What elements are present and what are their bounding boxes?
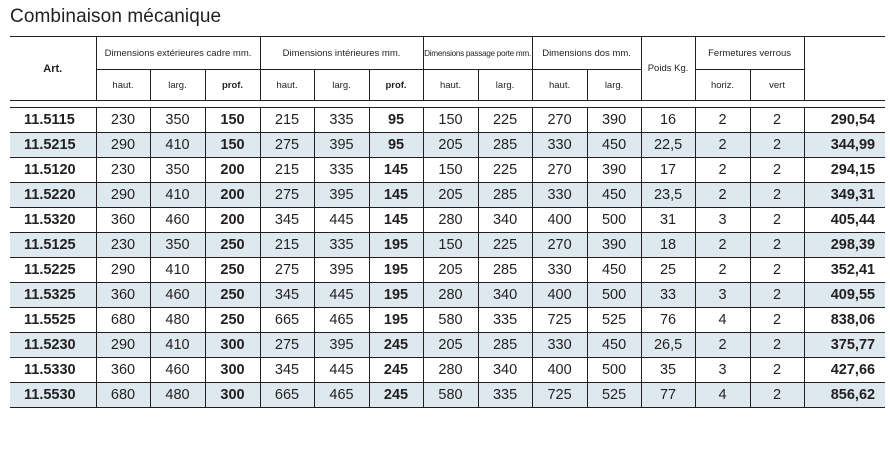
cell-ext-prof: 300 xyxy=(205,383,260,408)
cell-ext-larg: 350 xyxy=(150,158,205,183)
header-group-fermetures: Fermetures verrous xyxy=(695,37,804,70)
cell-fermetures-vert: 2 xyxy=(750,158,804,183)
cell-art: 11.5330 xyxy=(10,358,96,383)
cell-ext-prof: 250 xyxy=(205,258,260,283)
cell-poids: 76 xyxy=(641,308,695,333)
cell-fermetures-horiz: 4 xyxy=(695,308,750,333)
cell-poids: 16 xyxy=(641,108,695,133)
header-fermetures-vert: vert xyxy=(750,70,804,101)
cell-fermetures-vert: 2 xyxy=(750,308,804,333)
header-ext-prof: prof. xyxy=(205,70,260,101)
cell-int-larg: 395 xyxy=(314,258,369,283)
cell-ext-haut: 360 xyxy=(96,283,150,308)
cell-art: 11.5530 xyxy=(10,383,96,408)
table-row xyxy=(10,258,885,283)
cell-dos-haut: 270 xyxy=(532,158,587,183)
cell-price: 375,77 xyxy=(804,333,885,358)
cell-int-prof: 145 xyxy=(369,208,423,233)
table-row xyxy=(10,333,885,358)
cell-int-haut: 215 xyxy=(260,158,314,183)
cell-price: 352,41 xyxy=(804,258,885,283)
cell-ext-prof: 200 xyxy=(205,208,260,233)
cell-dos-larg: 500 xyxy=(587,358,641,383)
cell-dos-larg: 390 xyxy=(587,158,641,183)
cell-dos-larg: 450 xyxy=(587,333,641,358)
table-row xyxy=(10,108,885,133)
cell-ext-larg: 460 xyxy=(150,358,205,383)
cell-dos-larg: 390 xyxy=(587,108,641,133)
cell-dos-haut: 270 xyxy=(532,233,587,258)
cell-passage-larg: 335 xyxy=(478,308,532,333)
cell-passage-haut: 150 xyxy=(423,108,478,133)
cell-dos-larg: 525 xyxy=(587,308,641,333)
header-poids: Poids Kg. xyxy=(641,37,695,101)
cell-poids: 23,5 xyxy=(641,183,695,208)
cell-poids: 22,5 xyxy=(641,133,695,158)
cell-int-haut: 275 xyxy=(260,333,314,358)
cell-int-haut: 275 xyxy=(260,183,314,208)
header-dos-haut: haut. xyxy=(532,70,587,101)
header-art: Art. xyxy=(10,37,96,101)
header-spacer xyxy=(10,101,885,108)
cell-ext-larg: 480 xyxy=(150,308,205,333)
header-int-haut: haut. xyxy=(260,70,314,101)
cell-int-prof: 245 xyxy=(369,333,423,358)
cell-passage-haut: 205 xyxy=(423,183,478,208)
cell-ext-prof: 300 xyxy=(205,333,260,358)
header-int-larg: larg. xyxy=(314,70,369,101)
cell-dos-larg: 525 xyxy=(587,383,641,408)
cell-ext-prof: 200 xyxy=(205,158,260,183)
cell-passage-larg: 335 xyxy=(478,383,532,408)
cell-price: 409,55 xyxy=(804,283,885,308)
cell-ext-prof: 200 xyxy=(205,183,260,208)
cell-poids: 26,5 xyxy=(641,333,695,358)
cell-ext-larg: 410 xyxy=(150,133,205,158)
cell-int-larg: 395 xyxy=(314,183,369,208)
cell-fermetures-horiz: 2 xyxy=(695,333,750,358)
cell-fermetures-horiz: 3 xyxy=(695,208,750,233)
cell-price: 856,62 xyxy=(804,383,885,408)
cell-int-prof: 195 xyxy=(369,258,423,283)
cell-fermetures-horiz: 2 xyxy=(695,133,750,158)
cell-fermetures-vert: 2 xyxy=(750,233,804,258)
cell-passage-haut: 580 xyxy=(423,308,478,333)
cell-art: 11.5125 xyxy=(10,233,96,258)
cell-int-larg: 465 xyxy=(314,308,369,333)
cell-passage-haut: 280 xyxy=(423,358,478,383)
cell-passage-haut: 205 xyxy=(423,258,478,283)
cell-dos-larg: 500 xyxy=(587,283,641,308)
header-group-dos: Dimensions dos mm. xyxy=(532,37,641,70)
cell-price: 344,99 xyxy=(804,133,885,158)
cell-fermetures-horiz: 2 xyxy=(695,233,750,258)
cell-passage-larg: 285 xyxy=(478,333,532,358)
cell-art: 11.5215 xyxy=(10,133,96,158)
cell-poids: 17 xyxy=(641,158,695,183)
cell-art: 11.5320 xyxy=(10,208,96,233)
cell-fermetures-horiz: 4 xyxy=(695,383,750,408)
cell-int-prof: 95 xyxy=(369,133,423,158)
cell-int-prof: 195 xyxy=(369,283,423,308)
cell-passage-larg: 225 xyxy=(478,158,532,183)
table-row xyxy=(10,358,885,383)
cell-art: 11.5220 xyxy=(10,183,96,208)
cell-price: 349,31 xyxy=(804,183,885,208)
product-table xyxy=(10,36,885,408)
cell-passage-larg: 340 xyxy=(478,208,532,233)
cell-fermetures-horiz: 3 xyxy=(695,283,750,308)
cell-dos-haut: 400 xyxy=(532,208,587,233)
header-ext-haut: haut. xyxy=(96,70,150,101)
cell-int-larg: 335 xyxy=(314,108,369,133)
cell-fermetures-vert: 2 xyxy=(750,133,804,158)
cell-art: 11.5120 xyxy=(10,158,96,183)
cell-passage-larg: 285 xyxy=(478,258,532,283)
cell-dos-larg: 500 xyxy=(587,208,641,233)
cell-dos-haut: 400 xyxy=(532,283,587,308)
cell-ext-prof: 250 xyxy=(205,308,260,333)
table-row xyxy=(10,208,885,233)
cell-int-prof: 145 xyxy=(369,158,423,183)
cell-passage-haut: 280 xyxy=(423,208,478,233)
cell-int-larg: 335 xyxy=(314,158,369,183)
cell-poids: 33 xyxy=(641,283,695,308)
cell-passage-larg: 225 xyxy=(478,233,532,258)
cell-poids: 25 xyxy=(641,258,695,283)
cell-int-haut: 215 xyxy=(260,108,314,133)
header-group-passage: Dimensions passage porte mm. xyxy=(423,37,532,70)
cell-fermetures-horiz: 2 xyxy=(695,108,750,133)
cell-fermetures-vert: 2 xyxy=(750,208,804,233)
cell-price: 290,54 xyxy=(804,108,885,133)
cell-dos-haut: 330 xyxy=(532,333,587,358)
table-row xyxy=(10,158,885,183)
cell-passage-larg: 340 xyxy=(478,283,532,308)
cell-int-haut: 345 xyxy=(260,358,314,383)
cell-dos-larg: 390 xyxy=(587,233,641,258)
cell-ext-larg: 350 xyxy=(150,233,205,258)
header-group-ext: Dimensions extérieures cadre mm. xyxy=(96,37,260,70)
cell-price: 838,06 xyxy=(804,308,885,333)
header-ext-larg: larg. xyxy=(150,70,205,101)
cell-fermetures-vert: 2 xyxy=(750,258,804,283)
cell-art: 11.5325 xyxy=(10,283,96,308)
cell-fermetures-vert: 2 xyxy=(750,383,804,408)
cell-ext-haut: 360 xyxy=(96,358,150,383)
cell-int-haut: 665 xyxy=(260,383,314,408)
cell-fermetures-vert: 2 xyxy=(750,333,804,358)
cell-int-haut: 345 xyxy=(260,208,314,233)
cell-ext-prof: 250 xyxy=(205,283,260,308)
cell-passage-haut: 205 xyxy=(423,333,478,358)
header-dos-larg: larg. xyxy=(587,70,641,101)
cell-fermetures-vert: 2 xyxy=(750,183,804,208)
cell-int-haut: 665 xyxy=(260,308,314,333)
table-row xyxy=(10,233,885,258)
cell-dos-larg: 450 xyxy=(587,133,641,158)
cell-int-haut: 215 xyxy=(260,233,314,258)
cell-dos-haut: 725 xyxy=(532,383,587,408)
cell-ext-haut: 230 xyxy=(96,158,150,183)
cell-fermetures-horiz: 2 xyxy=(695,258,750,283)
cell-passage-larg: 225 xyxy=(478,108,532,133)
cell-poids: 18 xyxy=(641,233,695,258)
cell-int-prof: 195 xyxy=(369,308,423,333)
cell-passage-haut: 580 xyxy=(423,383,478,408)
cell-ext-prof: 250 xyxy=(205,233,260,258)
cell-fermetures-horiz: 3 xyxy=(695,358,750,383)
cell-ext-larg: 480 xyxy=(150,383,205,408)
cell-ext-larg: 410 xyxy=(150,183,205,208)
cell-ext-haut: 680 xyxy=(96,308,150,333)
cell-int-larg: 465 xyxy=(314,383,369,408)
cell-ext-haut: 230 xyxy=(96,233,150,258)
cell-fermetures-vert: 2 xyxy=(750,108,804,133)
table-row xyxy=(10,133,885,158)
cell-int-prof: 245 xyxy=(369,383,423,408)
cell-dos-haut: 330 xyxy=(532,258,587,283)
cell-int-larg: 445 xyxy=(314,208,369,233)
header-price xyxy=(804,37,885,101)
cell-ext-prof: 300 xyxy=(205,358,260,383)
cell-passage-haut: 280 xyxy=(423,283,478,308)
cell-poids: 35 xyxy=(641,358,695,383)
cell-dos-larg: 450 xyxy=(587,258,641,283)
cell-passage-haut: 205 xyxy=(423,133,478,158)
cell-passage-larg: 340 xyxy=(478,358,532,383)
cell-dos-haut: 330 xyxy=(532,183,587,208)
header-group-int: Dimensions intérieures mm. xyxy=(260,37,423,70)
cell-ext-larg: 410 xyxy=(150,258,205,283)
cell-dos-haut: 330 xyxy=(532,133,587,158)
cell-ext-larg: 460 xyxy=(150,283,205,308)
cell-int-prof: 95 xyxy=(369,108,423,133)
cell-fermetures-horiz: 2 xyxy=(695,183,750,208)
cell-int-larg: 395 xyxy=(314,133,369,158)
cell-int-haut: 275 xyxy=(260,258,314,283)
cell-passage-haut: 150 xyxy=(423,158,478,183)
cell-ext-haut: 360 xyxy=(96,208,150,233)
cell-art: 11.5225 xyxy=(10,258,96,283)
table-row xyxy=(10,308,885,333)
cell-fermetures-vert: 2 xyxy=(750,283,804,308)
cell-ext-larg: 460 xyxy=(150,208,205,233)
cell-ext-larg: 350 xyxy=(150,108,205,133)
cell-int-larg: 445 xyxy=(314,358,369,383)
cell-ext-haut: 290 xyxy=(96,258,150,283)
cell-int-larg: 395 xyxy=(314,333,369,358)
cell-ext-haut: 290 xyxy=(96,133,150,158)
cell-int-prof: 195 xyxy=(369,233,423,258)
cell-int-prof: 145 xyxy=(369,183,423,208)
table-row xyxy=(10,283,885,308)
header-fermetures-horiz: horiz. xyxy=(695,70,750,101)
cell-fermetures-vert: 2 xyxy=(750,358,804,383)
cell-int-haut: 275 xyxy=(260,133,314,158)
table-row xyxy=(10,383,885,408)
cell-ext-haut: 230 xyxy=(96,108,150,133)
cell-fermetures-horiz: 2 xyxy=(695,158,750,183)
cell-dos-haut: 270 xyxy=(532,108,587,133)
header-passage-haut: haut. xyxy=(423,70,478,101)
cell-dos-larg: 450 xyxy=(587,183,641,208)
header-int-prof: prof. xyxy=(369,70,423,101)
cell-art: 11.5525 xyxy=(10,308,96,333)
page-title: Combinaison mécanique xyxy=(10,6,222,27)
cell-ext-haut: 290 xyxy=(96,333,150,358)
cell-poids: 77 xyxy=(641,383,695,408)
table-row xyxy=(10,183,885,208)
cell-passage-haut: 150 xyxy=(423,233,478,258)
cell-price: 298,39 xyxy=(804,233,885,258)
cell-ext-prof: 150 xyxy=(205,133,260,158)
header-passage-larg: larg. xyxy=(478,70,532,101)
cell-int-larg: 445 xyxy=(314,283,369,308)
cell-passage-larg: 285 xyxy=(478,133,532,158)
cell-dos-haut: 725 xyxy=(532,308,587,333)
cell-poids: 31 xyxy=(641,208,695,233)
cell-ext-haut: 290 xyxy=(96,183,150,208)
cell-art: 11.5230 xyxy=(10,333,96,358)
cell-ext-haut: 680 xyxy=(96,383,150,408)
cell-passage-larg: 285 xyxy=(478,183,532,208)
cell-price: 294,15 xyxy=(804,158,885,183)
cell-price: 427,66 xyxy=(804,358,885,383)
cell-ext-prof: 150 xyxy=(205,108,260,133)
cell-int-larg: 335 xyxy=(314,233,369,258)
cell-int-haut: 345 xyxy=(260,283,314,308)
cell-dos-haut: 400 xyxy=(532,358,587,383)
cell-price: 405,44 xyxy=(804,208,885,233)
cell-ext-larg: 410 xyxy=(150,333,205,358)
cell-art: 11.5115 xyxy=(10,108,96,133)
cell-int-prof: 245 xyxy=(369,358,423,383)
